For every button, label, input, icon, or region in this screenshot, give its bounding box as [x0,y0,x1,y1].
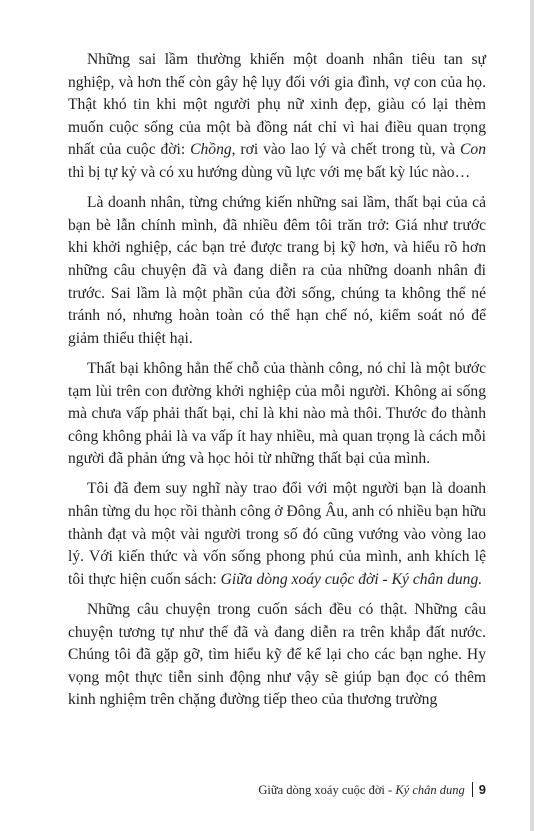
paragraph [68,478,486,591]
text-run: Những câu chuyện trong cuốn sách đều có thật. Những câu chuyện tương tự như thế đã và đang diễn ra trên khắp đất nước. Chúng tôi đã gặp gỡ, tìm hiểu kỹ để kể lại cho các bạn nghe. Hy vọng một thực tiễn sinh động như vậy sẽ giúp bạn đọc có thêm kinh nghiệm trên chặng đường tiếp theo của thương trường [68,601,486,709]
page-edge [530,0,534,831]
footer-book-subtitle: Ký chân dung [395,783,465,797]
text-run: Tôi đã đem suy nghĩ này trao đổi với một người bạn là doanh nhân từng du học rồi thành công ở Đông Âu, anh có nhiều bạn hữu thành đạt và một vài người trong số đó cũng vướng vào vòng lao lý. Với kiến thức và vốn sống phong phú của mình, anh khích lệ tôi thực hiện cuốn sách: [68,480,486,588]
footer-separator [472,782,473,797]
text-run: Là doanh nhân, từng chứng kiến những sai lầm, thất bại của cả bạn bè lẫn chính mình, đã nhiều đêm tôi trăn trở: Giá như trước khi khởi nghiệp, các bạn trẻ được trang bị kỹ hơn, và hiểu rõ hơn những câu chuyện đã và đang diễn ra của những doanh nhân đi trước. Sai lầm là một phần của đời sống, chúng ta không thể né tránh nó, nhưng hoàn toàn có thể hạn chế nó, kiểm soát nó để giảm thiểu thiệt hại. [68,194,486,347]
paragraph [68,192,486,350]
italic-text: Con [460,141,486,159]
text-run: Thất bại không hẳn thế chỗ của thành công, nó chỉ là một bước tạm lùi trên con đường khởi nghiệp của mỗi người. Không ai sống mà chưa vấp phải thất bại, chỉ là khi nào mà thôi. Thước đo thành công không phải là va vấp ít hay nhiều, mà quan trọng là cách mỗi người đã phản ứng và học hỏi từ những thất bại của mình. [68,359,486,468]
text-run: thì bị tự kỷ và có xu hướng dùng vũ lực với mẹ bất kỳ lúc nào… [68,163,471,181]
body-text [68,49,486,712]
italic-text: Chồng [190,141,232,159]
paragraph [68,599,486,712]
paragraph [68,49,486,185]
text-run: , rơi vào lao lý và chết trong tù, và [231,141,460,159]
running-footer [0,782,486,798]
footer-book-title: Giữa dòng xoáy cuộc đời - Ký chân dung [258,783,465,797]
italic-text: Giữa dòng xoáy cuộc đời - Ký chân dung. [220,570,483,588]
text-run: Những sai lầm thường khiến một doanh nhân tiêu tan sự nghiệp, và hơn thế còn gây hệ lụy đối với gia đình, vợ con của họ. Thật khó tin khi một người phụ nữ xinh đẹp, giàu có lại thèm muốn cuộc sống của một bà đồng nát chỉ vì hai điều quan trọng nhất của cuộc đời: [68,51,486,159]
page-number: 9 [478,782,486,797]
paragraph [68,358,486,471]
